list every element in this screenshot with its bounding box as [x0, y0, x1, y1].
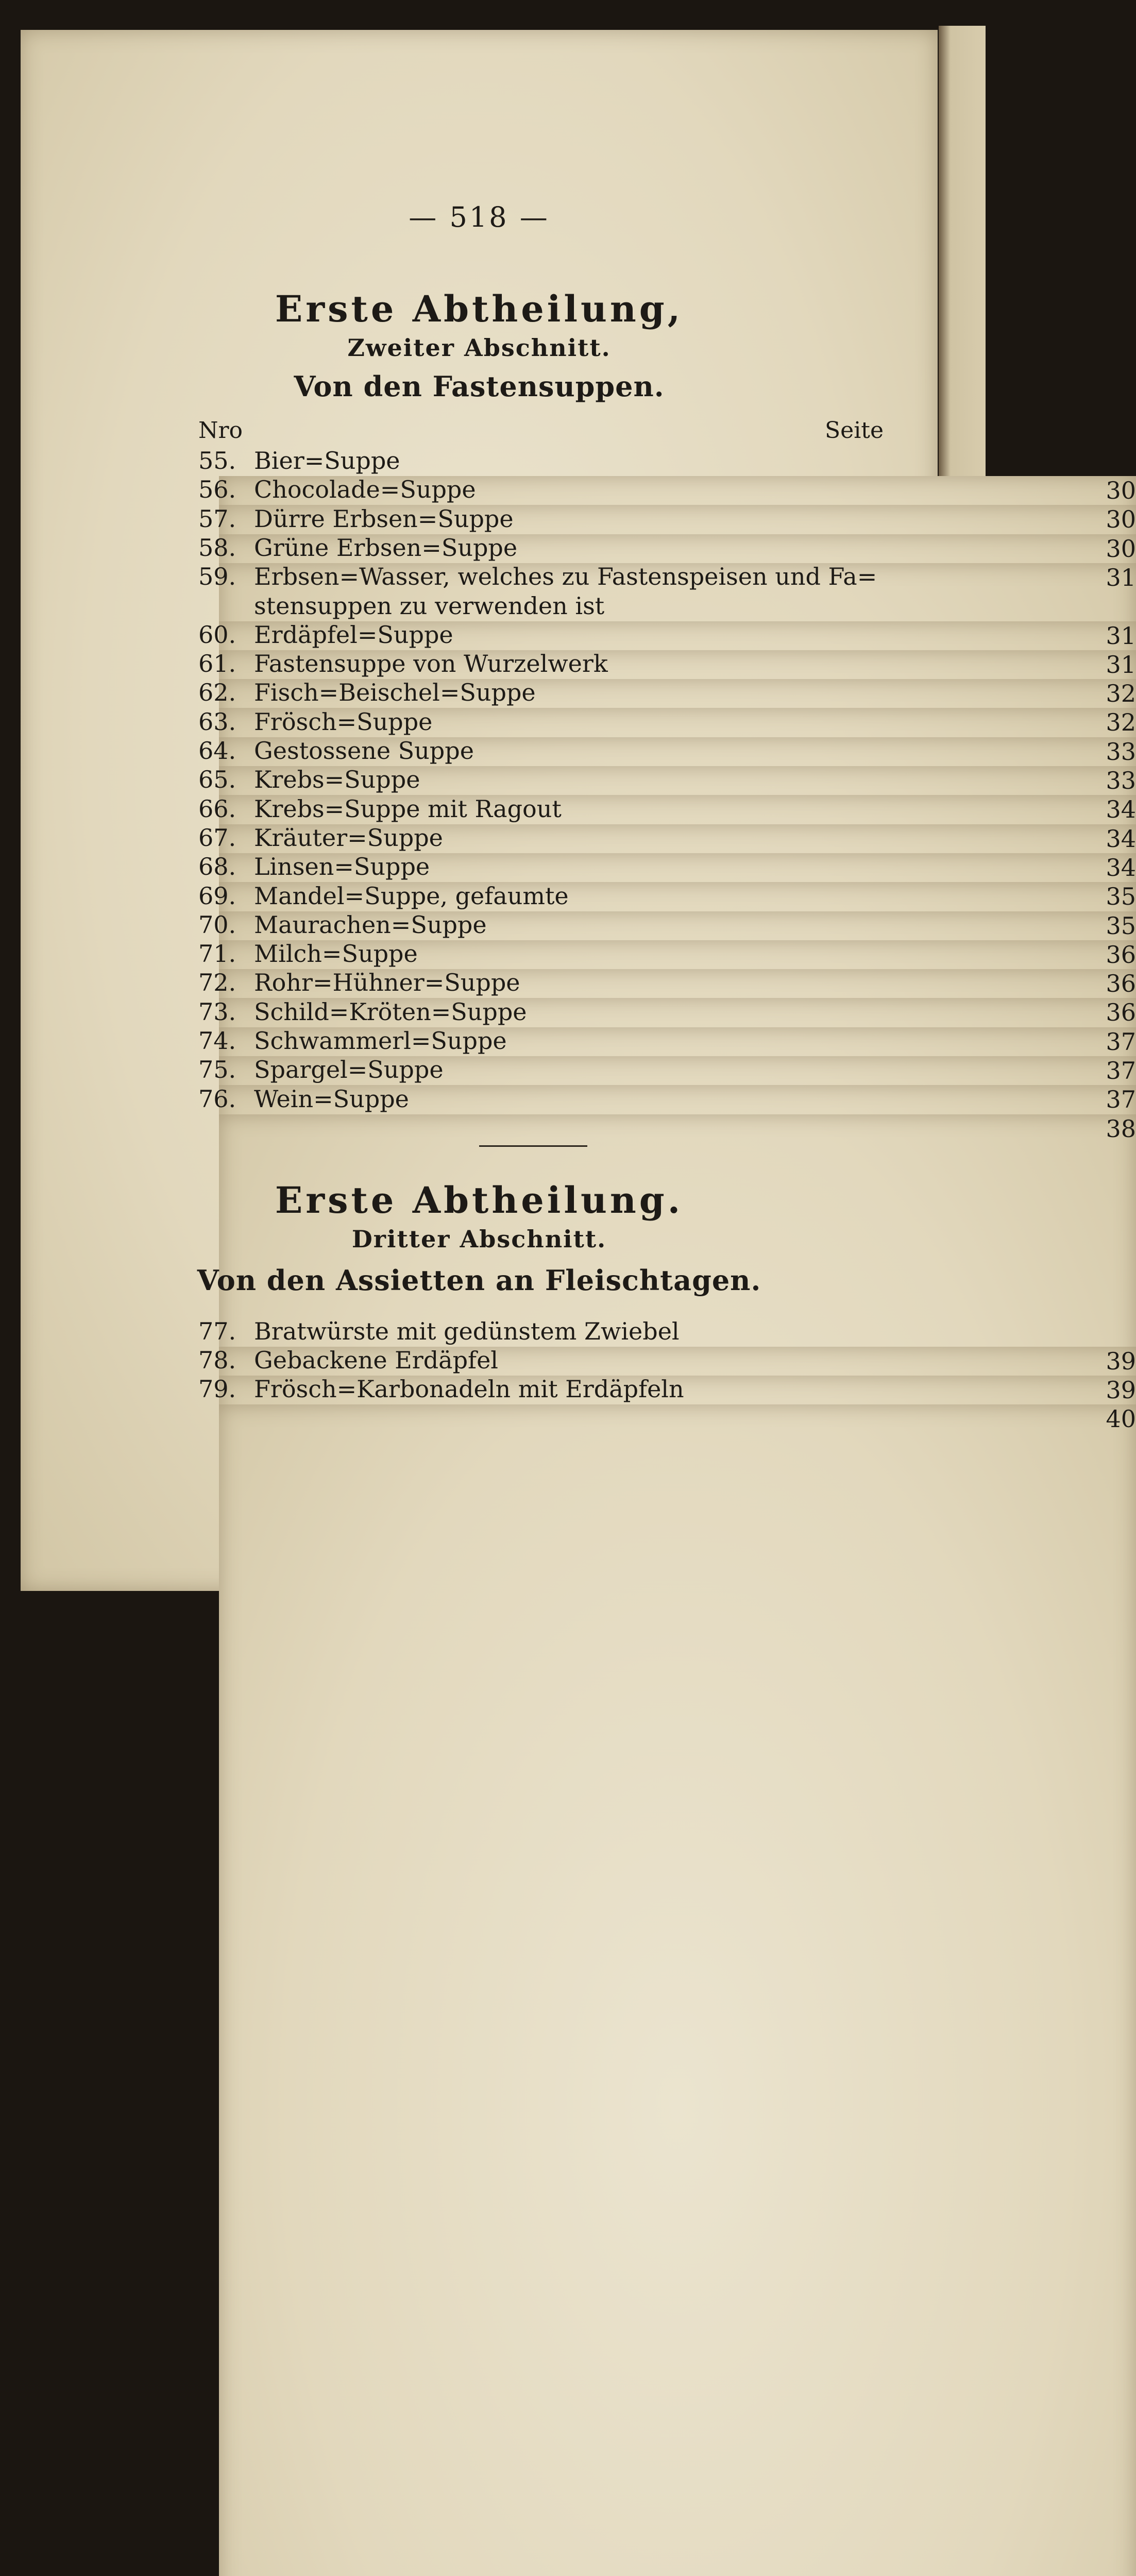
entry-name: Krebs=Suppe mit Ragout — [254, 794, 562, 823]
entry-number: 76. — [198, 1084, 236, 1113]
entry-name: Krebs=Suppe — [254, 766, 420, 794]
entry-name: Gestossene Suppe — [254, 737, 474, 765]
section1-title: Von den Fastensuppen. — [294, 370, 665, 403]
entry-name: Gebackene Erdäpfel — [254, 1346, 499, 1374]
entry-page: 31 — [219, 621, 1136, 2182]
entry-page: 35 — [219, 882, 1136, 2443]
entry-number: 64. — [198, 737, 236, 765]
entry-name: Dürre Erbsen=Suppe — [254, 504, 514, 533]
entry-page: 33 — [219, 737, 1136, 2298]
entry-name: Kräuter=Suppe — [254, 823, 443, 852]
entry-name: Fastensuppe von Wurzelwerk — [254, 650, 608, 678]
entry-page: 37 — [219, 1085, 1136, 2576]
entry-name: Linsen=Suppe — [254, 853, 430, 881]
entry-number: 79. — [198, 1375, 236, 1403]
section2-heading: Erste Abtheilung. — [275, 1179, 684, 1222]
entry-page: 31 — [219, 650, 1136, 2211]
entry-name: Schild=Kröten=Suppe — [254, 997, 527, 1026]
section2-subheading: Dritter Abschnitt. — [351, 1225, 607, 1253]
entry-page: 32 — [219, 679, 1136, 2240]
entry-number: 63. — [198, 707, 236, 736]
section-divider — [479, 1145, 587, 1147]
column-header-page: Seite — [825, 417, 884, 444]
entry-page: 37 — [219, 1027, 1136, 2576]
entry-page: 36 — [219, 940, 1136, 2501]
entry-number: 62. — [198, 679, 236, 707]
entry-name: Wein=Suppe — [254, 1084, 409, 1113]
entry-name: Erdäpfel=Suppe — [254, 620, 453, 649]
entry-number: 69. — [198, 882, 236, 910]
entry-page: 36 — [219, 969, 1136, 2530]
entry-number: 55. — [198, 447, 236, 474]
entry-name-continuation: stensuppen zu verwenden ist — [254, 591, 605, 620]
entry-page: 39 — [219, 1376, 1136, 2576]
entry-name: Chocolade=Suppe — [254, 476, 476, 504]
page-number: — 518 — — [409, 201, 550, 233]
section1-heading: Erste Abtheilung, — [275, 287, 684, 330]
entry-number: 77. — [198, 1317, 236, 1345]
entry-page: 38 — [219, 1114, 1136, 2576]
entry-page: 40 — [219, 1404, 1136, 2576]
entry-page: 35 — [219, 911, 1136, 2472]
entry-name: Grüne Erbsen=Suppe — [254, 533, 518, 562]
entry-page: 39 — [219, 1347, 1136, 2576]
entry-name: Erbsen=Wasser, welches zu Fastenspeisen und Fa= — [254, 563, 877, 591]
entry-page: 31 — [219, 563, 1136, 2124]
entry-number: 73. — [198, 997, 236, 1026]
entry-page: 34 — [219, 853, 1136, 2414]
entry-number: 71. — [198, 940, 236, 968]
entry-name: Bier=Suppe — [254, 447, 400, 474]
entry-number: 78. — [198, 1346, 236, 1374]
entry-name: Schwammerl=Suppe — [254, 1027, 507, 1055]
entry-number: 58. — [198, 533, 236, 562]
section1-subheading: Zweiter Abschnitt. — [347, 334, 611, 362]
entry-number: 65. — [198, 766, 236, 794]
entry-name: Mandel=Suppe, gefaumte — [254, 882, 569, 910]
entry-number: 70. — [198, 910, 236, 939]
entry-number: 60. — [198, 620, 236, 649]
entry-page: 34 — [219, 795, 1136, 2356]
book-page — [21, 30, 1136, 1591]
section2-title: Von den Assietten an Fleischtagen. — [197, 1264, 761, 1297]
entry-number: 57. — [198, 504, 236, 533]
entry-number: 72. — [198, 969, 236, 997]
entry-name: Fisch=Beischel=Suppe — [254, 679, 536, 707]
list-item — [198, 562, 884, 591]
entry-page: 36 — [219, 998, 1136, 2559]
entry-number: 61. — [198, 650, 236, 678]
entry-number: 75. — [198, 1056, 236, 1084]
entry-number: 68. — [198, 853, 236, 881]
entry-number: 74. — [198, 1027, 236, 1055]
entry-page: 32 — [219, 708, 1136, 2269]
entry-name: Milch=Suppe — [254, 940, 418, 968]
entry-name: Spargel=Suppe — [254, 1056, 444, 1084]
entry-name: Bratwürste mit gedünstem Zwiebel — [254, 1317, 680, 1345]
entry-page: 30 — [219, 534, 1136, 2095]
entry-number: 66. — [198, 794, 236, 823]
entry-number: 59. — [198, 563, 236, 591]
entry-page: 33 — [219, 766, 1136, 2327]
entry-page: 37 — [219, 1056, 1136, 2576]
entry-name: Frösch=Karbonadeln mit Erdäpfeln — [254, 1375, 684, 1403]
entry-number: 56. — [198, 476, 236, 504]
entry-name: Maurachen=Suppe — [254, 910, 487, 939]
entry-page: 30 — [219, 505, 1136, 2066]
entry-number: 67. — [198, 823, 236, 852]
column-header-number: Nro — [198, 417, 243, 444]
entry-name: Rohr=Hühner=Suppe — [254, 969, 520, 997]
entry-page: 34 — [219, 824, 1136, 2385]
entry-name: Frösch=Suppe — [254, 707, 433, 736]
entry-page: 30 — [219, 476, 1136, 2037]
